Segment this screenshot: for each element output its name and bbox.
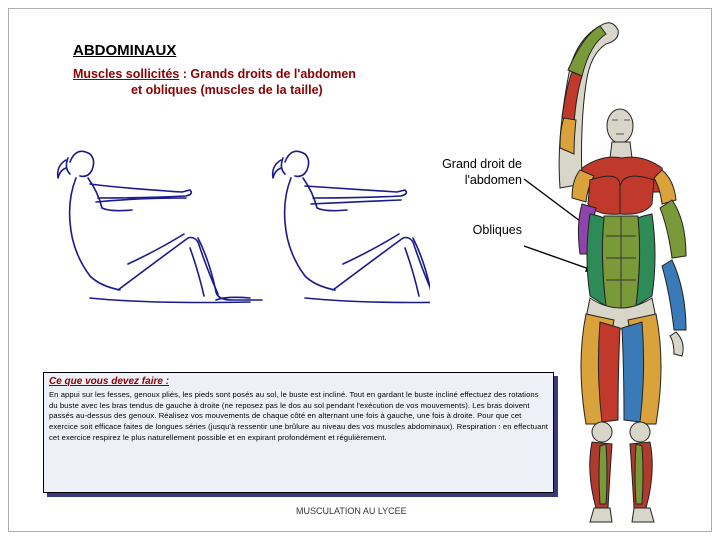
instructions-box — [43, 372, 554, 493]
footer-text: MUSCULATION AU LYCEE — [296, 506, 407, 516]
exercise-illustration — [30, 140, 430, 310]
page-title: ABDOMINAUX — [73, 42, 177, 59]
label-obliques: Obliques — [472, 223, 522, 237]
label-grand-droit: Grand droit de l'abdomen — [442, 157, 522, 187]
muscles-line1: : Grands droits de l'abdomen — [179, 67, 356, 81]
instructions-heading: Ce que vous devez faire : — [49, 376, 170, 387]
muscles-subtitle — [73, 66, 403, 98]
muscles-line2: et obliques (muscles de la taille) — [131, 83, 323, 97]
exercise-figure-left — [58, 151, 262, 302]
exercise-figure-right — [273, 151, 430, 302]
instructions-body: En appui sur les fesses, genoux pliés, les pieds sont posés au sol, le buste est incliné. Tout en gardant le buste incliné effectuez des rotations du buste avec les bras tendus de gauche à droite (ne reposez pas le dos au sol pendant l'exécution de vos mouvements). Les bras doivent passés au-dessus des genoux. Réalisez vos mouvements de chaque côté en alternant une fois à gauche, une fois à droite. Pour que cet exercice soit efficace faites de longues séries (jusqu'à ressentir une brûlure au niveau des vos muscles abdominaux). Respiration : en effectuant cet exercice respirez le plus naturellement possible et en expirant profondément et régulièrement. — [49, 390, 548, 442]
muscles-label: Muscles sollicités — [73, 67, 180, 81]
